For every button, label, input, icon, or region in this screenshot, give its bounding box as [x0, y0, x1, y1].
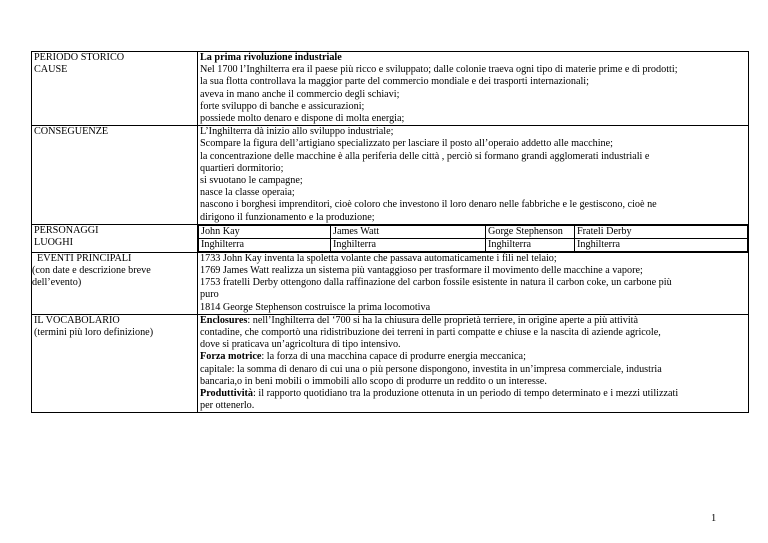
label-periodo: [32, 52, 198, 126]
luogo-cell: Inghilterra: [486, 238, 575, 251]
personaggi-row: [199, 225, 748, 238]
conseguenze-label: CONSEGUENZE: [34, 126, 109, 138]
vocab-term: Forza motrice: [200, 351, 262, 363]
periodo-title: La prima rivoluzione industriale: [200, 52, 342, 63]
eventi-label: EVENTI PRINCIPALI: [37, 252, 132, 264]
row-vocabolario: [32, 314, 749, 413]
vocab-definition: bancaria,o in beni mobili o immobili allo scopo di produrre un reddito o un interesse.: [200, 375, 547, 387]
conseguenze-line: Scompare la figura dell’artigiano specializzato per lasciare il posto all’operaio addetto alle macchine;: [200, 138, 613, 150]
cause-line: la sua flotta controllava la maggior parte del commercio mondiale e dei trasporti internazionali;: [200, 76, 589, 88]
vocab-term: Enclosures: [200, 314, 248, 326]
conseguenze-line: dirigono il funzionamento e la produzione;: [200, 211, 375, 223]
cause-line: possiede molto denaro e dispone di molta energia;: [200, 113, 405, 125]
document-table-container: [31, 51, 749, 413]
luoghi-row: [199, 238, 748, 251]
evento-line: 1814 George Stephenson costruisce la prima locomotiva: [200, 301, 431, 313]
label-conseguenze-cell: [32, 126, 198, 225]
value-periodo-cause: [198, 52, 749, 126]
vocab-definition: : il rapporto quotidiano tra la produzione ottenuta in un periodo di tempo determinato e i mezzi utilizzati: [253, 388, 679, 400]
vocab-definition: per ottenerlo.: [200, 400, 255, 412]
personaggi-table: [198, 225, 748, 252]
page-number: 1: [711, 513, 717, 524]
evento-line: 1769 James Watt realizza un sistema più vantaggioso per trasformare il movimento delle macchine a vapore;: [200, 265, 643, 277]
personaggio-cell: Frateli Derby: [575, 225, 748, 238]
row-eventi: [32, 252, 749, 314]
eventi-label-note: dell’evento): [32, 277, 82, 289]
vocab-definition: contadine, che comportò una ridistribuzione dei terreni in parti compatte e chiuse e la nascita di aziende agricole,: [200, 327, 661, 339]
vocab-definition: : la forza di una macchina capace di produrre energia meccanica;: [261, 351, 526, 363]
luoghi-label: LUOGHI: [34, 237, 74, 249]
personaggio-cell: Gorge Stephenson: [486, 225, 575, 238]
value-conseguenze: [198, 126, 749, 225]
history-table: [31, 51, 749, 413]
vocab-definition: dove si praticava un’agricoltura di tipo intensivo.: [200, 339, 401, 351]
periodo-label: PERIODO STORICO: [34, 52, 125, 63]
value-personaggi-luoghi: [198, 224, 749, 252]
conseguenze-line: L’Inghilterra dà inizio allo sviluppo industriale;: [200, 126, 394, 138]
conseguenze-line: quartieri dormitorio;: [200, 162, 284, 174]
personaggio-cell: John Kay: [199, 225, 331, 238]
cause-line: Nel 1700 l’Inghilterra era il paese più ricco e sviluppato; dalle colonie traeva ogni tipo di materie prime e di prodotti;: [200, 64, 678, 76]
luogo-cell: Inghilterra: [331, 238, 486, 251]
cause-label: CAUSE: [34, 64, 68, 76]
vocab-definition: : nell’Inghilterra del ‘700 si ha la chiusura delle proprietà terriere, in origine aperte a più attività: [247, 314, 639, 326]
row-conseguenze: [32, 126, 749, 225]
evento-line: puro: [200, 289, 219, 301]
personaggio-cell: James Watt: [331, 225, 486, 238]
vocab-term: Produttività: [200, 388, 254, 400]
luogo-cell: Inghilterra: [199, 238, 331, 251]
label-eventi-cell: [32, 252, 198, 314]
cause-line: aveva in mano anche il commercio degli schiavi;: [200, 88, 400, 100]
row-periodo: [32, 52, 749, 126]
value-vocabolario: [198, 314, 749, 413]
label-vocabolario-cell: [32, 314, 198, 413]
cause-line: forte sviluppo di banche e assicurazioni;: [200, 100, 365, 112]
conseguenze-line: nascono i borghesi imprenditori, cioè coloro che investono il loro denaro nelle fabbriche e le gestiscono, cioè ne: [200, 199, 657, 211]
row-personaggi-luoghi: [32, 224, 749, 252]
label-personaggi-cell: [32, 224, 198, 252]
vocabolario-label-note: (termini più loro definizione): [34, 327, 154, 339]
luogo-cell: Inghilterra: [575, 238, 748, 251]
eventi-label-note: (con date e descrizione breve: [32, 265, 151, 277]
evento-line: 1753 fratelli Derby ottengono dalla raffinazione del carbon fossile esistente in natura il carbon coke, un carbone più: [200, 277, 672, 289]
conseguenze-line: nasce la classe operaia;: [200, 187, 295, 199]
conseguenze-line: si svuotano le campagne;: [200, 175, 303, 187]
value-eventi: [198, 252, 749, 314]
evento-line: 1733 John Kay inventa la spoletta volante che passava automaticamente i fili nel telaio;: [200, 252, 557, 264]
personaggi-label: PERSONAGGI: [34, 224, 99, 236]
conseguenze-line: la concentrazione delle macchine è alla periferia delle città , perciò si formano grandi agglomerati industriali e: [200, 150, 650, 162]
vocab-definition: capitale: la somma di denaro di cui una o più persone dispongono, investita in un’impresa commerciale, industria: [200, 363, 662, 375]
vocabolario-label: IL VOCABOLARIO: [34, 314, 120, 326]
